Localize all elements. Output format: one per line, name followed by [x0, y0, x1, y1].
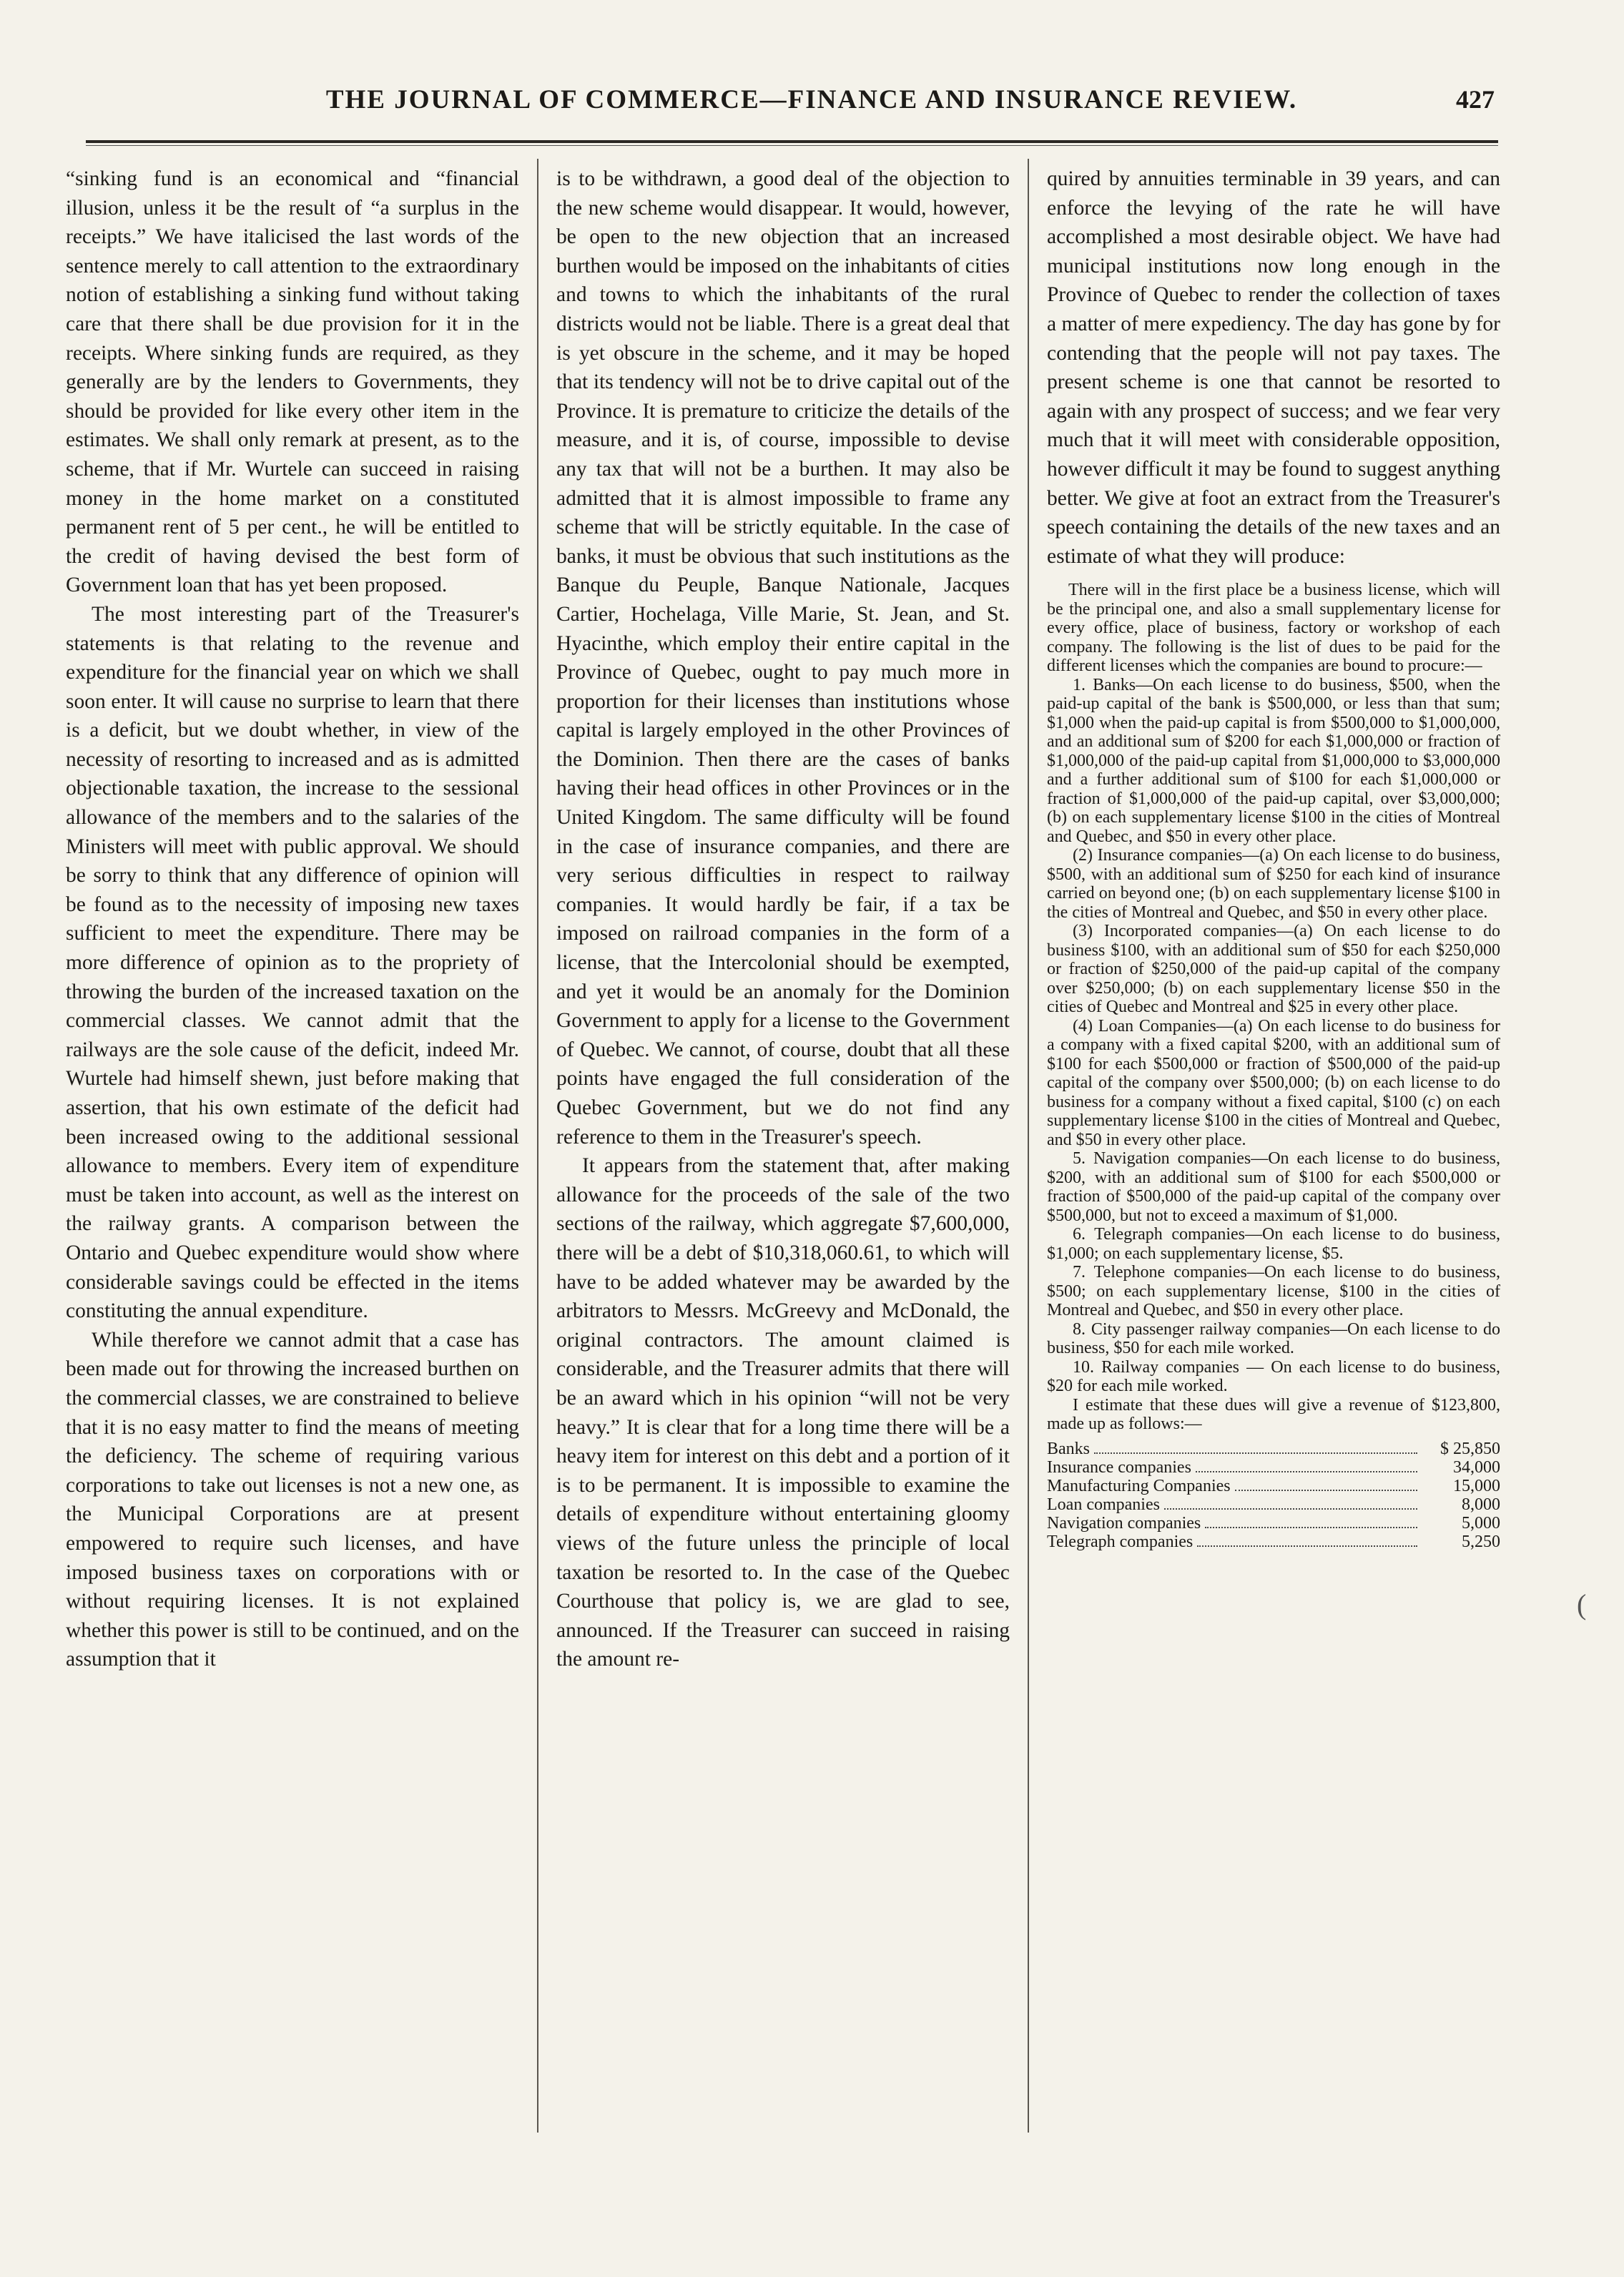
- revenue-amount: 8,000: [1462, 1495, 1500, 1514]
- paragraph: quired by annuities terminable in 39 years, and can enforce the levying of the rate he will have accomplished a most desirable object. We have had municipal institutions now long enough in the Province of Quebec to render the collection of taxes a matter of mere expediency. The day has gone by for contending that the people will not pay taxes. The present scheme is one that cannot be resorted to again with any prospect of success; and we fear very much that it will meet with considerable opposition, however difficult it may be found to suggest anything better. We give at foot an extract from the Treasurer's speech containing the details of the new taxes and an estimate of what they will produce:: [1047, 167, 1500, 568]
- extract-paragraph: 6. Telegraph companies—On each license to do business, $1,000; on each supplementary license, $5.: [1047, 1225, 1500, 1263]
- text-column-2: [556, 164, 1010, 2117]
- journal-title: THE JOURNAL OF COMMERCE—FINANCE AND INSURANCE REVIEW.: [325, 85, 1298, 114]
- revenue-amount: 15,000: [1453, 1476, 1500, 1495]
- treasurer-speech-extract: [1047, 581, 1500, 1434]
- revenue-category: Insurance companies: [1047, 1457, 1191, 1477]
- paragraph: The most interesting part of the Treasurer's statements is that relating to the revenue and expenditure for the financial year on which we shall soon enter. It will cause no surprise to learn that there is a deficit, but we doubt whether, in view of the necessity of resorting to increased and as is admitted objectionable taxation, the increase to the sessional allowance of the members and to the salaries of the Ministers will meet with public approval. We should be sorry to think that any difference of opinion will be found as to the necessity of imposing new taxes sufficient to meet the expenditure. There may be more difference of opinion as to the propriety of throwing the burden of the increased taxation on the commercial classes. We cannot admit that the railways are the sole cause of the deficit, indeed Mr. Wurtele had himself shewn, just before making that assertion, that his own estimate of the deficit had been increased owing to the additional sessional allowance to members. Every item of expenditure must be taken into account, as well as the interest on the railway grants. A comparison between the Ontario and Quebec expenditure would show where considerable savings could be effected in the items constituting the annual expenditure.: [66, 602, 519, 1323]
- revenue-category: Telegraph companies: [1047, 1532, 1194, 1551]
- extract-paragraph: (2) Insurance companies—(a) On each license to do business, $500, with an additional sum of $250 for each kind of insurance carried on beyond one; (b) on each supplementary license $100 in the cities of Montreal and Quebec, and $50 in every other place.: [1047, 846, 1500, 922]
- header-rule-thin: [86, 145, 1498, 146]
- leader-dots: [1164, 1508, 1417, 1510]
- revenue-amount: 34,000: [1453, 1457, 1500, 1477]
- revenue-category: Banks: [1047, 1439, 1090, 1458]
- page-number: 427: [1456, 85, 1495, 114]
- text-column-1: [66, 164, 519, 2117]
- leader-dots: [1197, 1545, 1417, 1547]
- paragraph: is to be withdrawn, a good deal of the objection to the new scheme would disappear. It would, however, be open to the new objection that an increased burthen would be imposed on the inhabitants of cities and towns to which the inhabitants of the rural districts would not be liable. There is a great deal that is yet obscure in the scheme, and it may be hoped that its tendency will not be to drive capital out of the Province. It is premature to criticize the details of the measure, and it is, of course, impossible to devise any tax that will not be a burthen. It may also be admitted that it is almost impossible to frame any scheme that will be strictly equitable. In the case of banks, it must be obvious that such institutions as the Banque du Peuple, Banque Nationale, Jacques Cartier, Hochelaga, Ville Marie, St. Jean, and St. Hyacinthe, which employ their entire capital in the Province of Quebec, ought to pay much more in proportion for their licenses than institutions whose capital is largely employed in the other Provinces of the Dominion. Then there are the cases of banks having their head offices in other Provinces or in the United Kingdom. The same difficulty will be found in the case of insurance companies, and there are very serious difficulties in respect to railway companies. It would hardly be fair, if a tax be imposed on railroad companies in the form of a license, that the Intercolonial should be exempted, and yet it would be an anomaly for the Dominion Government to apply for a license to the Government of Quebec. We cannot, of course, doubt that all these points have engaged the full consideration of the Quebec Government, but we do not find any reference to them in the Treasurer's speech.: [556, 167, 1010, 1149]
- revenue-row: [1047, 1458, 1500, 1477]
- revenue-category: Manufacturing Companies: [1047, 1476, 1231, 1495]
- paragraph: It appears from the statement that, after making allowance for the proceeds of the sale of the two sections of the railway, which aggregate $7,600,000, there will be a debt of $10,318,060.61, to which will have to be added whatever may be awarded by the arbitrators to Messrs. McGreevy and McDonald, the original contractors. The amount claimed is considerable, and the Treasurer admits that there will be an award which in his opinion “will not be very heavy.” It is clear that for a long time there will be a heavy item for interest on this debt and a portion of it is to be permanent. It is impossible to examine the details of expenditure without entertaining gloomy views of the future unless the principle of local taxation be resorted to. In the case of the Quebec Courthouse that policy is, we are glad to see, announced. If the Treasurer can succeed in raising the amount re-: [556, 1154, 1010, 1671]
- revenue-row: [1047, 1533, 1500, 1551]
- leader-dots: [1094, 1452, 1417, 1454]
- page-header: [86, 84, 1516, 136]
- revenue-amount: $ 25,850: [1440, 1439, 1500, 1458]
- revenue-row: [1047, 1495, 1500, 1514]
- extract-paragraph: (3) Incorporated companies—(a) On each license to do business $100, with an additional sum of $50 for each $250,000 or fraction of $250,000 of the paid-up capital of the company over $250,000; (b) on each supplementary license $50 in the cities of Quebec and Montreal and $25 in every other place.: [1047, 922, 1500, 1017]
- column-divider: [1028, 159, 1029, 2133]
- revenue-table: [1047, 1440, 1500, 1551]
- extract-paragraph: (4) Loan Companies—(a) On each license to do business for a company with a fixed capital $200, with an additional sum of $100 for each $500,000 or fraction of $500,000 of the paid-up capital of the company over $500,000; (b) on each license to do business for a company without a fixed capital, $100 (c) on each supplementary license $100 in the cities of Montreal and Quebec, and $50 in every other place.: [1047, 1016, 1500, 1149]
- header-rule: [86, 140, 1498, 143]
- extract-paragraph: 1. Banks—On each license to do business, $500, when the paid-up capital of the bank is $500,000, or less than that sum; $1,000 when the paid-up capital is from $500,000 to $1,000,000, and an additional sum of $200 for each $1,000,000 or fraction of $1,000,000 of the paid-up capital from $1,000,000 to $3,000,000 and a further additional sum of $100 for each $1,000,000 or fraction of $1,000,000 of the paid-up capital, over $3,000,000; (b) on each supplementary license $100 in the cities of Montreal and Quebec, and $50 in every other place.: [1047, 675, 1500, 846]
- revenue-row: [1047, 1514, 1500, 1533]
- extract-paragraph: 8. City passenger railway companies—On each license to do business, $50 for each mile worked.: [1047, 1319, 1500, 1358]
- extract-paragraph: I estimate that these dues will give a revenue of $123,800, made up as follows:—: [1047, 1395, 1500, 1434]
- text-column-3: [1047, 164, 1500, 2117]
- leader-dots: [1196, 1471, 1417, 1472]
- paragraph: While therefore we cannot admit that a case has been made out for throwing the increased burthen on the commercial classes, we are constrained to believe that it is no easy matter to find the means of meeting the deficiency. The scheme of requiring various corporations to take out licenses is not a new one, as the Municipal Corporations are at present empowered to require such licenses, and have imposed business taxes on corporations with or without requiring licenses. It is not explained whether this power is still to be continued, and on the assumption that it: [66, 1328, 519, 1671]
- revenue-amount: 5,250: [1462, 1532, 1500, 1551]
- revenue-category: Navigation companies: [1047, 1513, 1201, 1533]
- paragraph: “sinking fund is an economical and “financial illusion, unless it be the result of “a surplus in the receipts.” We have italicised the last words of the sentence merely to call attention to the extraordinary notion of establishing a sinking fund without taking care that there shall be due provision for it in the receipts. Where sinking funds are required, as they generally are by the lenders to Governments, they should be provided for like every other item in the estimates. We shall only remark at present, as to the scheme, that if Mr. Wurtele can succeed in raising money in the home market on a constituted permanent rent of 5 per cent., he will be entitled to the credit of having devised the best form of Government loan that has yet been proposed.: [66, 167, 519, 597]
- extract-paragraph: There will in the first place be a business license, which will be the principal one, and also a small supplementary license for every office, place of business, factory or workshop of each company. The following is the list of dues to be paid for the different licenses which the companies are bound to procure:—: [1047, 581, 1500, 676]
- extract-paragraph: 5. Navigation companies—On each license to do business, $200, with an additional sum of $100 for each $500,000 or fraction of $500,000 of the paid-up capital of the company over $500,000, but not to exceed a maximum of $1,000.: [1047, 1149, 1500, 1225]
- revenue-row: [1047, 1477, 1500, 1495]
- extract-paragraph: 7. Telephone companies—On each license to do business, $500; on each supplementary license, $100 in the cities of Montreal and Quebec, and $50 in every other place.: [1047, 1263, 1500, 1320]
- revenue-category: Loan companies: [1047, 1495, 1160, 1514]
- leader-dots: [1235, 1490, 1417, 1491]
- revenue-amount: 5,000: [1462, 1513, 1500, 1533]
- margin-bracket-mark: (: [1577, 1588, 1587, 1621]
- extract-paragraph: 10. Railway companies — On each license to do business, $20 for each mile worked.: [1047, 1357, 1500, 1396]
- leader-dots: [1205, 1527, 1417, 1528]
- revenue-row: [1047, 1440, 1500, 1458]
- column-divider: [537, 159, 538, 2133]
